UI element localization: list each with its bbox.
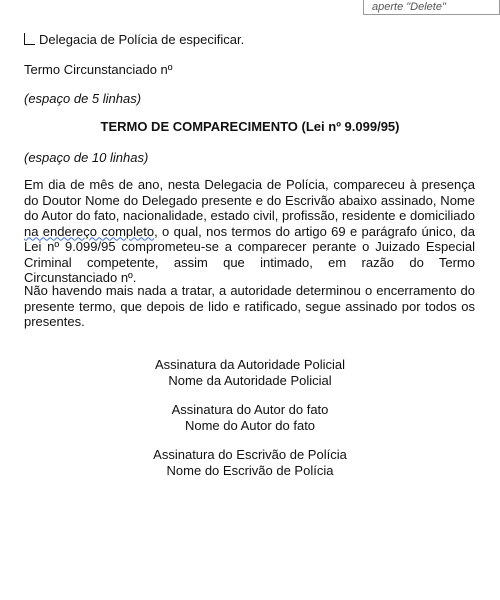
- paragraph-closing: Não havendo mais nada a tratar, a autoridade determinou o encerramento do presente termo, que depois de lido e ratificado, segue assinado por todos os presentes.: [24, 283, 475, 329]
- space-note-5-lines: (espaço de 5 linhas): [24, 91, 142, 106]
- signature-block-authority: [0, 357, 500, 388]
- space-note-10-lines: (espaço de 10 linhas): [24, 150, 149, 165]
- name-line-authority: Nome da Autoridade Policial: [168, 372, 332, 388]
- name-line-clerk: Nome do Escrivão de Polícia: [166, 462, 334, 478]
- name-line-author: Nome do Autor do fato: [184, 417, 316, 433]
- paragraph-appearance: [24, 177, 475, 286]
- paragraph-appearance-part-2: , o qual, nos termos do artigo 69 e parágrafo único, da Lei nº 9.099/95 comprometeu-se a comparecer perante o Juizado Especial Criminal competente, assim que intimado, em razão do Termo Circunstanciado nº.: [24, 223, 475, 285]
- blank-field-marker: [24, 33, 35, 45]
- signature-line-clerk: Assinatura do Escrivão de Polícia: [153, 447, 347, 462]
- paragraph-appearance-part-1: Em dia de mês de ano, nesta Delegacia de Polícia, compareceu à presença do Doutor Nome do Delegado presente e do Escrivão abaixo assinado, Nome do Autor do fato, nacionalidade, estado civil, profissão, residente e domiciliado: [24, 177, 475, 223]
- signature-line-authority: Assinatura da Autoridade Policial: [154, 357, 346, 372]
- document-title: TERMO DE COMPARECIMENTO (Lei nº 9.099/95): [100, 119, 400, 134]
- signature-block-clerk: [0, 447, 500, 478]
- police-station-line: [24, 32, 244, 47]
- spellcheck-underlined-text: na endereço completo: [24, 223, 155, 239]
- signature-line-author: Assinatura do Autor do fato: [171, 402, 329, 417]
- police-station-text: Delegacia de Polícia de especificar.: [39, 32, 245, 47]
- term-number-label: Termo Circunstanciado nº: [24, 62, 173, 77]
- signature-block-author: [0, 402, 500, 433]
- delete-hint-text: aperte "Delete": [372, 1, 446, 13]
